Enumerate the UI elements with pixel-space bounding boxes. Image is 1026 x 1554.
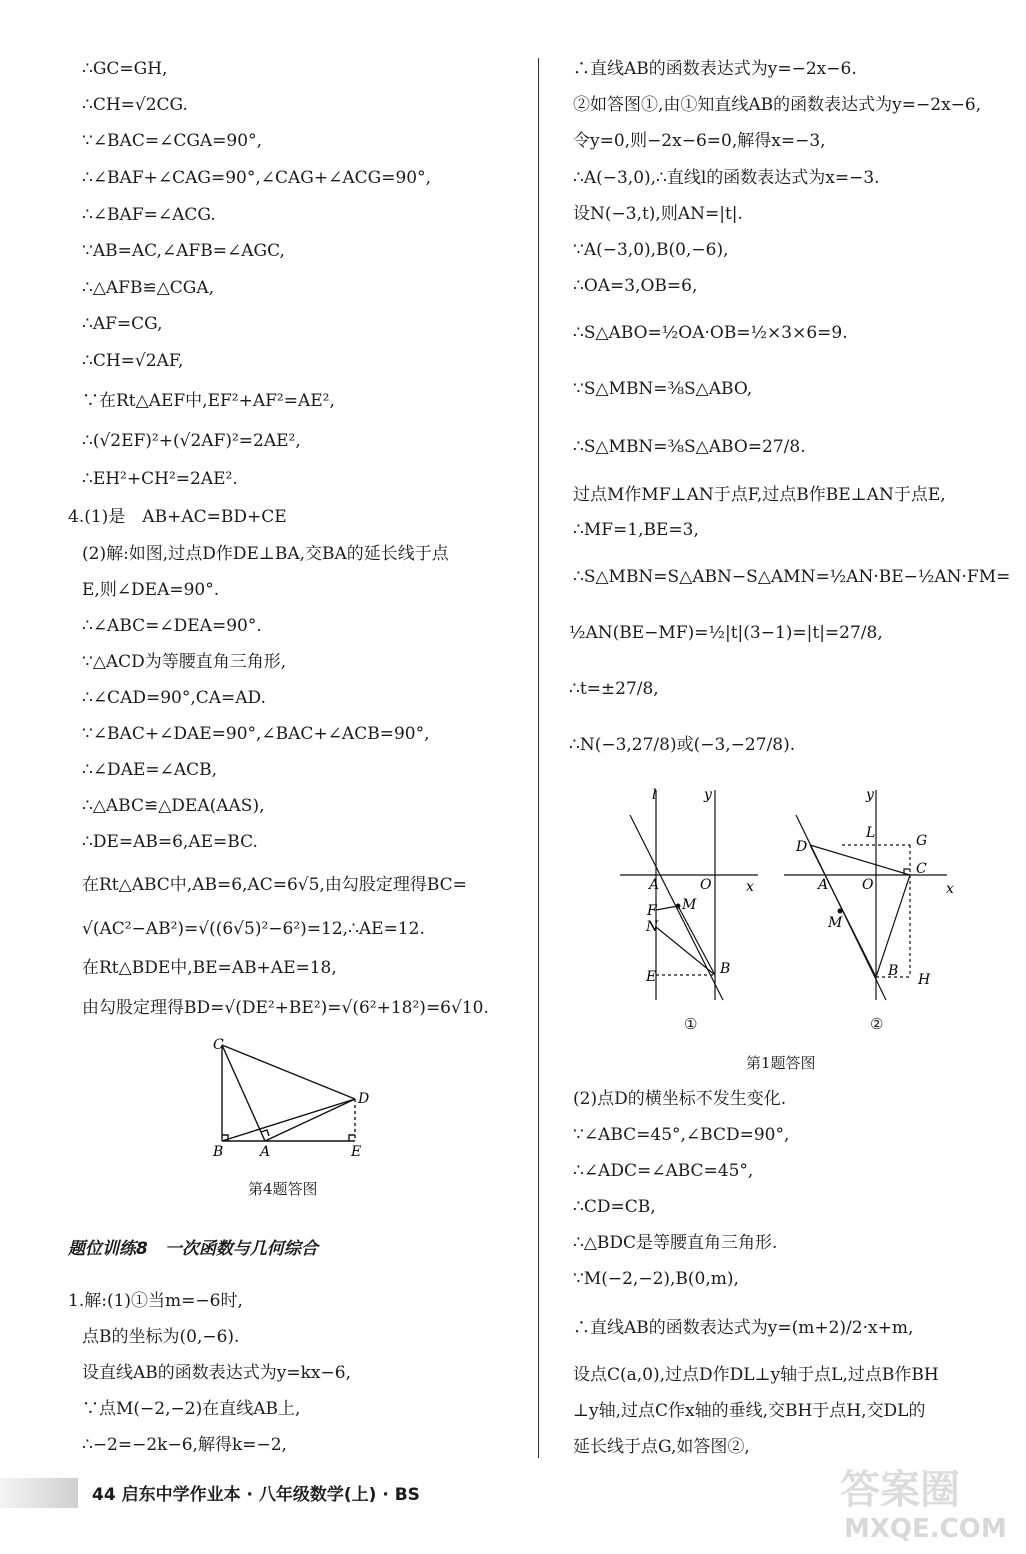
fig1b-label-d: D (796, 839, 808, 855)
right-text-line: 令y=0,则−2x−6=0,解得x=−3, (573, 131, 826, 151)
footer-text: 44 启东中学作业本 · 八年级数学(上) · BS (92, 1485, 420, 1505)
left-text-line: ∵△ACD为等腰直角三角形, (82, 652, 287, 672)
left-text-line: ∴GC=GH, (82, 59, 168, 79)
left-text-line: 点B的坐标为(0,−6). (82, 1327, 240, 1347)
left-text-line: ∴∠BAF+∠CAG=90°,∠CAG+∠ACG=90°, (82, 168, 431, 188)
right-text-line: ∴A(−3,0),∴直线l的函数表达式为x=−3. (573, 168, 880, 188)
figure-1-sub-1: ① (684, 1015, 698, 1033)
left-text-line: 由勾股定理得BD=√(DE²+BE²)=√(6²+18²)=6√10. (82, 998, 489, 1018)
left-text-line: ∴−2=−2k−6,解得k=−2, (82, 1435, 287, 1455)
fig1a-label-a: A (649, 877, 660, 893)
figure-1-sub-2: ② (870, 1015, 884, 1033)
fig1b-label-h: H (918, 972, 931, 988)
right-text-line: ∴t=±27/8, (569, 679, 659, 699)
fig1a-label-n: N (646, 919, 659, 935)
left-text-line: √(AC²−AB²)=√((6√5)²−6²)=12,∴AE=12. (82, 919, 425, 939)
right-text-line: ∴S△MBN=S△ABN−S△AMN=½AN·BE−½AN·FM= (573, 567, 1011, 587)
left-text-line: ∵点M(−2,−2)在直线AB上, (82, 1399, 301, 1419)
fig1a-label-o: O (700, 877, 712, 893)
right-text-line: ∴MF=1,BE=3, (573, 520, 699, 540)
left-text-line: 在Rt△BDE中,BE=AB+AE=18, (82, 958, 337, 978)
left-text-line: 4.(1)是 AB+AC=BD+CE (68, 507, 287, 527)
left-text-line: ∴DE=AB=6,AE=BC. (82, 832, 258, 852)
left-text-line: 在Rt△ABC中,AB=6,AC=6√5,由勾股定理得BC= (82, 875, 467, 895)
left-text-line: ∴∠DAE=∠ACB, (82, 760, 218, 780)
left-text-line: ∴EH²+CH²=2AE². (82, 469, 238, 489)
left-text-line: E,则∠DEA=90°. (82, 580, 220, 600)
left-text-line: ∴(√2EF)²+(√2AF)²=2AE², (82, 431, 301, 451)
fig4-label-c: C (213, 1037, 224, 1053)
right-text-line: ∴OA=3,OB=6, (573, 276, 698, 296)
fig1b-label-b: B (888, 963, 899, 979)
fig1b-label-y: y (866, 787, 874, 803)
fig1b-label-m: M (828, 915, 843, 931)
right-text-line: ②如答图①,由①知直线AB的函数表达式为y=−2x−6, (573, 95, 982, 115)
fig1a-label-b: B (720, 961, 731, 977)
fig1a-label-x: x (746, 879, 754, 895)
section-title: 题位训练8 一次函数与几何综合 (68, 1239, 318, 1259)
figure-1b-diagram (782, 785, 962, 1010)
figure-1-caption: 第1题答图 (746, 1054, 816, 1072)
left-text-line: (2)解:如图,过点D作DE⊥BA,交BA的延长线于点 (82, 544, 449, 564)
footer-bar (0, 1478, 78, 1508)
right-text-line: (2)点D的横坐标不发生变化. (573, 1089, 787, 1109)
fig1a-label-y: y (704, 787, 712, 803)
left-text-line: ∴△ABC≌△DEA(AAS), (82, 796, 265, 816)
right-text-line: 设点C(a,0),过点D作DL⊥y轴于点L,过点B作BH (573, 1365, 939, 1385)
right-text-line: ∴直线AB的函数表达式为y=−2x−6. (573, 59, 857, 79)
right-text-line: ∴S△MBN=⅜S△ABO=27/8. (573, 437, 806, 457)
right-text-line: ∵A(−3,0),B(0,−6), (573, 240, 729, 260)
right-text-line: 设N(−3,t),则AN=|t|. (573, 204, 743, 224)
left-text-line: ∴∠ABC=∠DEA=90°. (82, 616, 262, 636)
fig1a-label-m: M (682, 897, 697, 913)
fig1a-label-l: l (652, 787, 657, 803)
left-text-line: 1.解:(1)①当m=−6时, (68, 1291, 243, 1311)
fig1b-label-g: G (916, 833, 928, 849)
left-text-line: 设直线AB的函数表达式为y=kx−6, (82, 1363, 351, 1383)
figure-4-diagram (205, 1035, 380, 1160)
left-text-line: ∵∠BAC=∠CGA=90°, (82, 131, 262, 151)
right-text-line: ∴N(−3,27/8)或(−3,−27/8). (569, 735, 796, 755)
left-text-line: ∴CH=√2CG. (82, 95, 188, 115)
fig1b-label-a: A (818, 877, 829, 893)
fig1a-label-f: F (647, 903, 657, 919)
right-text-line: ∴S△ABO=½OA·OB=½×3×6=9. (573, 323, 848, 343)
left-text-line: ∵∠BAC+∠DAE=90°,∠BAC+∠ACB=90°, (82, 724, 430, 744)
left-text-line: ∴AF=CG, (82, 314, 163, 334)
right-text-line: ∴△BDC是等腰直角三角形. (573, 1233, 778, 1253)
watermark-brand: 答案圈 (840, 1467, 960, 1513)
right-text-line: ½AN(BE−MF)=½|t|(3−1)=|t|=27/8, (569, 623, 883, 643)
fig1b-label-x: x (946, 881, 954, 897)
fig4-label-e: E (351, 1144, 362, 1160)
column-divider (538, 58, 539, 1458)
right-text-line: ∴直线AB的函数表达式为y=(m+2)/2·x+m, (573, 1318, 914, 1338)
watermark (840, 1458, 1020, 1554)
left-text-line: ∴CH=√2AF, (82, 351, 184, 371)
right-text-line: ∵∠ABC=45°,∠BCD=90°, (573, 1125, 790, 1145)
fig4-label-a: A (260, 1144, 271, 1160)
left-text-line: ∵AB=AC,∠AFB=∠AGC, (82, 241, 285, 261)
fig1b-label-c: C (916, 861, 927, 877)
left-text-line: ∴△AFB≌△CGA, (82, 278, 215, 298)
right-text-line: 过点M作MF⊥AN于点F,过点B作BE⊥AN于点E, (573, 485, 946, 505)
right-text-line: ⊥y轴,过点C作x轴的垂线,交BH于点H,交DL的 (573, 1401, 926, 1421)
fig4-label-d: D (358, 1091, 370, 1107)
left-text-line: ∴∠CAD=90°,CA=AD. (82, 688, 266, 708)
right-text-line: ∴CD=CB, (573, 1197, 656, 1217)
right-text-line: ∴∠ADC=∠ABC=45°, (573, 1161, 754, 1181)
fig1b-label-o: O (862, 877, 874, 893)
left-text-line: ∵在Rt△AEF中,EF²+AF²=AE², (82, 391, 335, 411)
right-text-line: ∵S△MBN=⅜S△ABO, (573, 379, 753, 399)
figure-1a-diagram (618, 785, 763, 1010)
right-text-line: 延长线于点G,如答图②, (573, 1437, 750, 1457)
watermark-url: MXQE.COM (844, 1514, 1007, 1544)
right-text-line: ∵M(−2,−2),B(0,m), (573, 1269, 739, 1289)
fig1b-label-l: L (866, 825, 876, 841)
fig1a-label-e: E (646, 969, 657, 985)
left-text-line: ∴∠BAF=∠ACG. (82, 205, 216, 225)
figure-4-caption: 第4题答图 (248, 1180, 318, 1198)
fig4-label-b: B (213, 1144, 224, 1160)
